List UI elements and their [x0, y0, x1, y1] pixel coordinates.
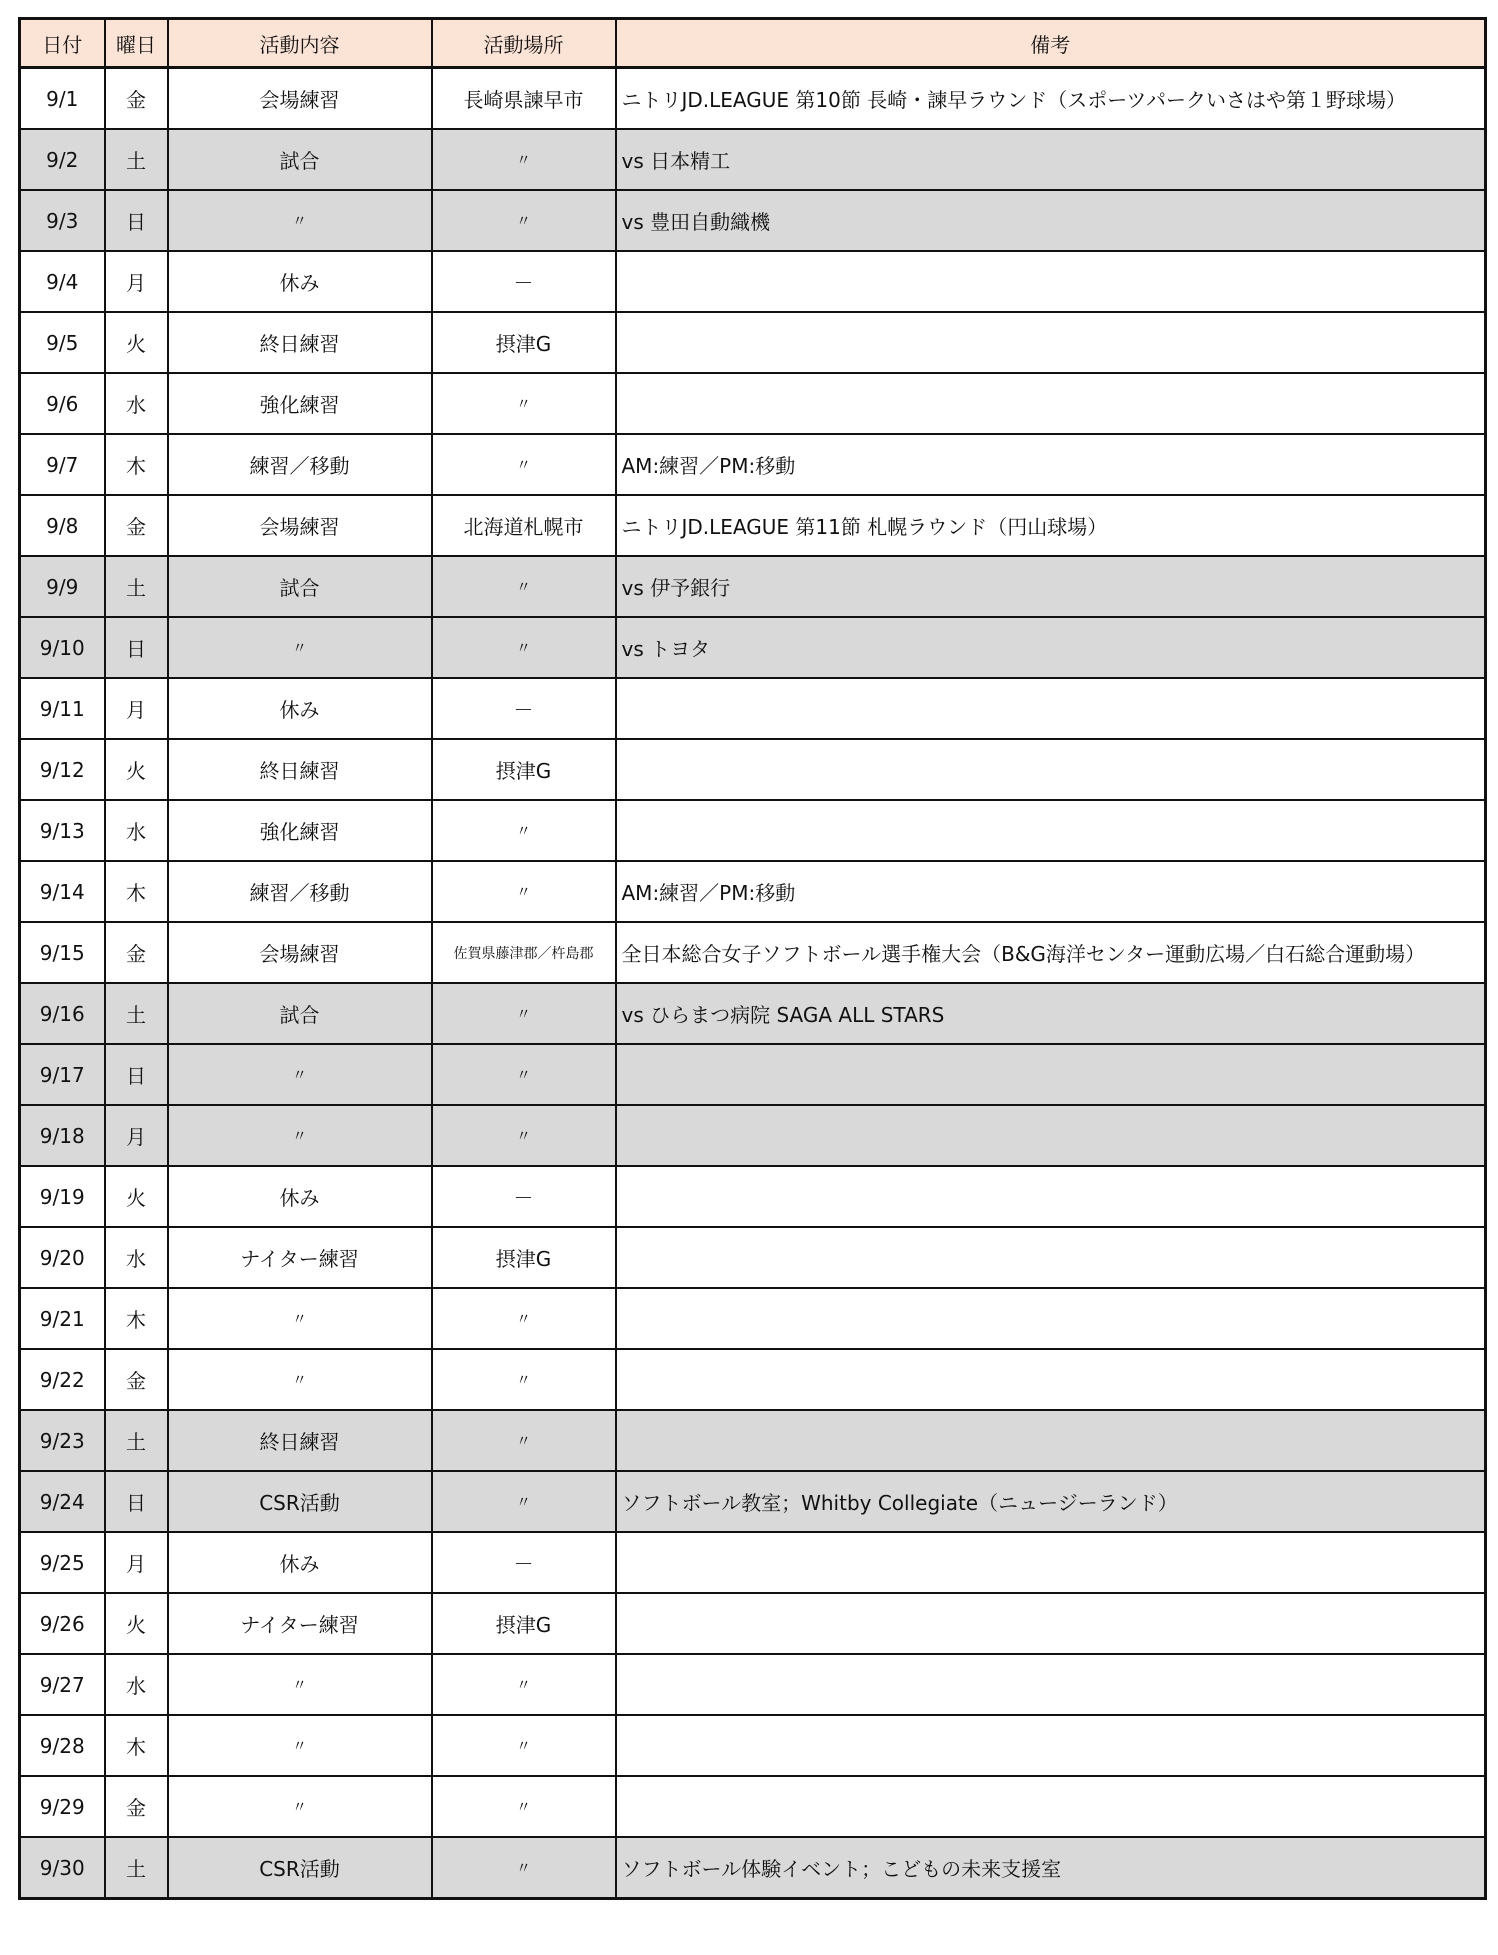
cell-activity: 練習／移動 [168, 434, 432, 495]
cell-date: 9/23 [20, 1410, 105, 1471]
table-row [20, 1105, 1486, 1166]
cell-remarks [616, 800, 1486, 861]
table-row [20, 434, 1486, 495]
cell-remarks [616, 678, 1486, 739]
cell-date: 9/8 [20, 495, 105, 556]
cell-date: 9/12 [20, 739, 105, 800]
cell-place: 摂津G [432, 312, 616, 373]
cell-place: － [432, 1166, 616, 1227]
cell-place: 北海道札幌市 [432, 495, 616, 556]
cell-remarks: ニトリJD.LEAGUE 第10節 長崎・諫早ラウンド（スポーツパークいさはや第１野球場） [616, 68, 1486, 130]
cell-date: 9/13 [20, 800, 105, 861]
cell-place: 〃 [432, 129, 616, 190]
table-row [20, 1532, 1486, 1593]
cell-weekday: 水 [105, 800, 168, 861]
header-activity: 活動内容 [168, 19, 432, 68]
cell-date: 9/25 [20, 1532, 105, 1593]
cell-place: 摂津G [432, 1593, 616, 1654]
cell-remarks: ニトリJD.LEAGUE 第11節 札幌ラウンド（円山球場） [616, 495, 1486, 556]
cell-remarks [616, 1166, 1486, 1227]
cell-date: 9/17 [20, 1044, 105, 1105]
cell-activity: 休み [168, 1532, 432, 1593]
schedule-table [18, 17, 1487, 1900]
cell-weekday: 水 [105, 373, 168, 434]
cell-remarks: 全日本総合女子ソフトボール選手権大会（B&G海洋センター運動広場／白石総合運動場） [616, 922, 1486, 983]
cell-remarks [616, 1349, 1486, 1410]
cell-activity: 〃 [168, 1105, 432, 1166]
cell-date: 9/5 [20, 312, 105, 373]
table-row [20, 1593, 1486, 1654]
cell-remarks [616, 1105, 1486, 1166]
table-row [20, 495, 1486, 556]
cell-activity: 終日練習 [168, 312, 432, 373]
cell-place: 〃 [432, 1715, 616, 1776]
cell-place: － [432, 1532, 616, 1593]
cell-remarks: vs 伊予銀行 [616, 556, 1486, 617]
table-row [20, 1349, 1486, 1410]
cell-activity: 〃 [168, 190, 432, 251]
table-row [20, 678, 1486, 739]
cell-weekday: 日 [105, 1044, 168, 1105]
cell-weekday: 土 [105, 1410, 168, 1471]
cell-remarks [616, 739, 1486, 800]
cell-place: 〃 [432, 190, 616, 251]
cell-date: 9/6 [20, 373, 105, 434]
header-row [20, 19, 1486, 68]
cell-weekday: 日 [105, 1471, 168, 1532]
cell-activity: 休み [168, 678, 432, 739]
table-row [20, 251, 1486, 312]
cell-date: 9/10 [20, 617, 105, 678]
table-header [20, 19, 1486, 68]
cell-weekday: 金 [105, 495, 168, 556]
cell-weekday: 火 [105, 739, 168, 800]
cell-activity: 休み [168, 251, 432, 312]
cell-place: 佐賀県藤津郡／杵島郡 [432, 922, 616, 983]
cell-remarks [616, 1654, 1486, 1715]
cell-place: 〃 [432, 983, 616, 1044]
cell-activity: 〃 [168, 1349, 432, 1410]
cell-place: － [432, 678, 616, 739]
cell-activity: 強化練習 [168, 373, 432, 434]
table-row [20, 1044, 1486, 1105]
cell-date: 9/7 [20, 434, 105, 495]
cell-weekday: 火 [105, 1593, 168, 1654]
cell-date: 9/19 [20, 1166, 105, 1227]
cell-activity: 練習／移動 [168, 861, 432, 922]
cell-activity: 〃 [168, 1776, 432, 1837]
cell-weekday: 火 [105, 312, 168, 373]
cell-date: 9/20 [20, 1227, 105, 1288]
table-row [20, 922, 1486, 983]
cell-weekday: 木 [105, 861, 168, 922]
table-row [20, 1776, 1486, 1837]
cell-activity: 会場練習 [168, 68, 432, 130]
cell-weekday: 水 [105, 1654, 168, 1715]
cell-weekday: 木 [105, 1288, 168, 1349]
cell-weekday: 金 [105, 1349, 168, 1410]
cell-date: 9/29 [20, 1776, 105, 1837]
cell-activity: 強化練習 [168, 800, 432, 861]
table-row [20, 312, 1486, 373]
cell-weekday: 火 [105, 1166, 168, 1227]
table-body [20, 68, 1486, 1899]
cell-remarks: vs ひらまつ病院 SAGA ALL STARS [616, 983, 1486, 1044]
cell-weekday: 日 [105, 617, 168, 678]
table-row [20, 617, 1486, 678]
cell-date: 9/14 [20, 861, 105, 922]
cell-place: 〃 [432, 1044, 616, 1105]
cell-weekday: 金 [105, 68, 168, 130]
cell-remarks [616, 251, 1486, 312]
cell-date: 9/15 [20, 922, 105, 983]
cell-weekday: 土 [105, 1837, 168, 1899]
table-row [20, 1654, 1486, 1715]
cell-activity: 〃 [168, 617, 432, 678]
cell-weekday: 月 [105, 1532, 168, 1593]
cell-place: 〃 [432, 861, 616, 922]
cell-activity: 〃 [168, 1044, 432, 1105]
cell-remarks [616, 1593, 1486, 1654]
cell-remarks [616, 373, 1486, 434]
cell-date: 9/21 [20, 1288, 105, 1349]
cell-remarks: vs 日本精工 [616, 129, 1486, 190]
cell-activity: 会場練習 [168, 495, 432, 556]
cell-activity: 試合 [168, 556, 432, 617]
cell-weekday: 月 [105, 1105, 168, 1166]
cell-date: 9/2 [20, 129, 105, 190]
header-date: 日付 [20, 19, 105, 68]
cell-date: 9/27 [20, 1654, 105, 1715]
cell-date: 9/24 [20, 1471, 105, 1532]
cell-weekday: 水 [105, 1227, 168, 1288]
cell-place: 摂津G [432, 1227, 616, 1288]
cell-remarks [616, 1776, 1486, 1837]
table-row [20, 983, 1486, 1044]
cell-remarks [616, 1227, 1486, 1288]
cell-activity: CSR活動 [168, 1837, 432, 1899]
table-row [20, 1288, 1486, 1349]
cell-weekday: 月 [105, 251, 168, 312]
cell-weekday: 金 [105, 1776, 168, 1837]
cell-place: 〃 [432, 556, 616, 617]
cell-activity: 試合 [168, 983, 432, 1044]
table-row [20, 861, 1486, 922]
cell-activity: 〃 [168, 1654, 432, 1715]
cell-remarks: vs トヨタ [616, 617, 1486, 678]
cell-date: 9/18 [20, 1105, 105, 1166]
cell-date: 9/30 [20, 1837, 105, 1899]
table-row [20, 1471, 1486, 1532]
table-row [20, 68, 1486, 130]
cell-remarks [616, 1044, 1486, 1105]
cell-place: 〃 [432, 617, 616, 678]
cell-date: 9/1 [20, 68, 105, 130]
cell-remarks [616, 1288, 1486, 1349]
table-row [20, 800, 1486, 861]
cell-activity: 休み [168, 1166, 432, 1227]
cell-date: 9/9 [20, 556, 105, 617]
cell-place: 摂津G [432, 739, 616, 800]
table-row [20, 373, 1486, 434]
cell-remarks [616, 1410, 1486, 1471]
table-row [20, 190, 1486, 251]
cell-activity: 終日練習 [168, 739, 432, 800]
cell-place: 〃 [432, 1105, 616, 1166]
cell-weekday: 金 [105, 922, 168, 983]
cell-weekday: 木 [105, 1715, 168, 1776]
cell-date: 9/16 [20, 983, 105, 1044]
cell-date: 9/26 [20, 1593, 105, 1654]
cell-remarks: AM:練習／PM:移動 [616, 434, 1486, 495]
cell-weekday: 土 [105, 556, 168, 617]
cell-place: 〃 [432, 373, 616, 434]
cell-weekday: 土 [105, 983, 168, 1044]
cell-place: － [432, 251, 616, 312]
cell-remarks: ソフトボール教室；Whitby Collegiate（ニュージーランド） [616, 1471, 1486, 1532]
cell-activity: 試合 [168, 129, 432, 190]
cell-place: 〃 [432, 1410, 616, 1471]
cell-place: 〃 [432, 1776, 616, 1837]
cell-remarks: AM:練習／PM:移動 [616, 861, 1486, 922]
header-remarks: 備考 [616, 19, 1486, 68]
cell-place: 長崎県諫早市 [432, 68, 616, 130]
cell-activity: ナイター練習 [168, 1593, 432, 1654]
cell-place: 〃 [432, 1349, 616, 1410]
cell-weekday: 土 [105, 129, 168, 190]
cell-activity: 終日練習 [168, 1410, 432, 1471]
cell-activity: ナイター練習 [168, 1227, 432, 1288]
header-weekday: 曜日 [105, 19, 168, 68]
table-row [20, 556, 1486, 617]
cell-date: 9/4 [20, 251, 105, 312]
cell-place: 〃 [432, 1288, 616, 1349]
cell-weekday: 木 [105, 434, 168, 495]
cell-remarks [616, 312, 1486, 373]
cell-activity: 〃 [168, 1288, 432, 1349]
cell-remarks: vs 豊田自動織機 [616, 190, 1486, 251]
cell-remarks [616, 1532, 1486, 1593]
cell-place: 〃 [432, 1471, 616, 1532]
table-row [20, 739, 1486, 800]
table-row [20, 1410, 1486, 1471]
cell-date: 9/11 [20, 678, 105, 739]
cell-activity: 会場練習 [168, 922, 432, 983]
cell-activity: 〃 [168, 1715, 432, 1776]
table-row [20, 1227, 1486, 1288]
cell-remarks: ソフトボール体験イベント；こどもの未来支援室 [616, 1837, 1486, 1899]
cell-place: 〃 [432, 1837, 616, 1899]
cell-weekday: 日 [105, 190, 168, 251]
cell-remarks [616, 1715, 1486, 1776]
cell-place: 〃 [432, 434, 616, 495]
table-row [20, 1166, 1486, 1227]
cell-place: 〃 [432, 1654, 616, 1715]
table-row [20, 1715, 1486, 1776]
cell-date: 9/22 [20, 1349, 105, 1410]
cell-date: 9/28 [20, 1715, 105, 1776]
cell-date: 9/3 [20, 190, 105, 251]
header-place: 活動場所 [432, 19, 616, 68]
table-row [20, 1837, 1486, 1899]
cell-place: 〃 [432, 800, 616, 861]
cell-weekday: 月 [105, 678, 168, 739]
cell-activity: CSR活動 [168, 1471, 432, 1532]
table-row [20, 129, 1486, 190]
